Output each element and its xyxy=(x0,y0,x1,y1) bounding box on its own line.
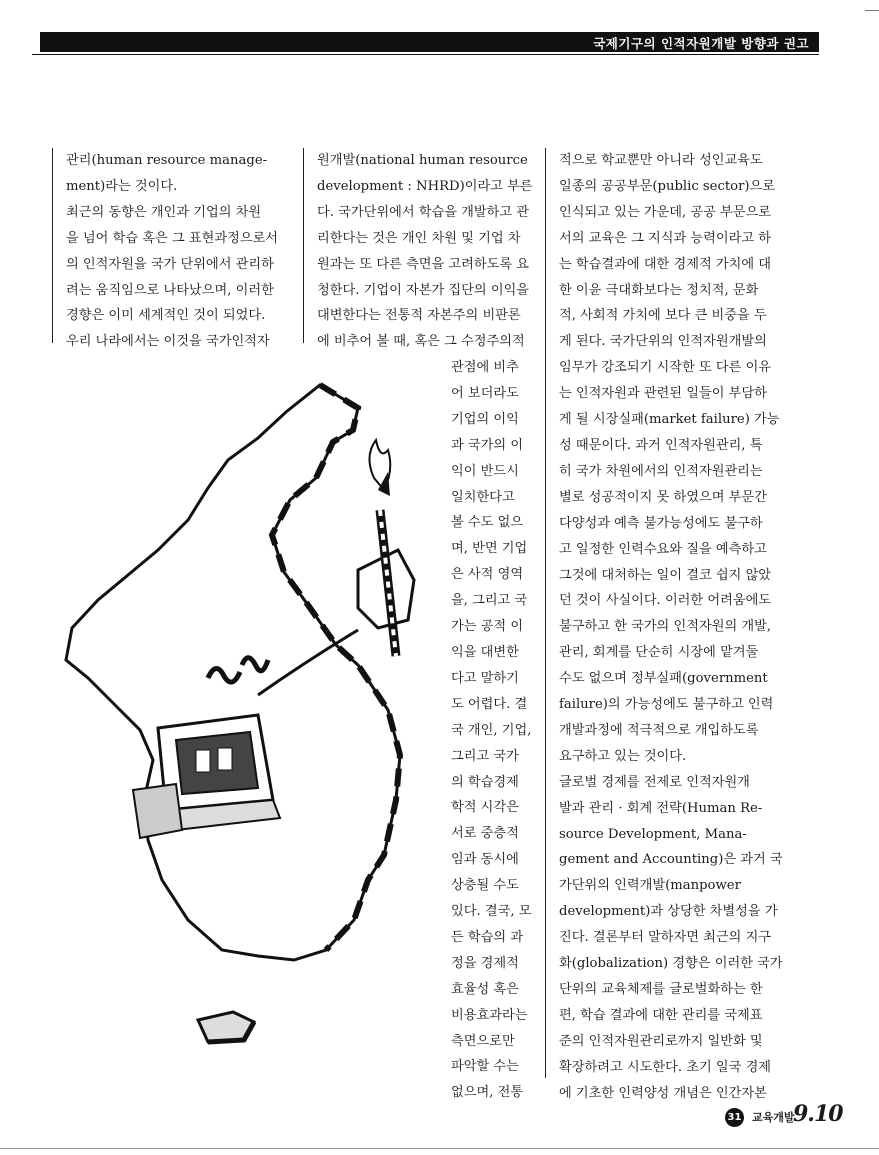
text-line: development : NHRD)이라고 부른 xyxy=(317,178,533,194)
text-line: 있다. 결국, 모 xyxy=(451,904,532,920)
text-line: 개발과정에 적극적으로 개입하도록 xyxy=(559,722,759,738)
text-line: 던 것이 사실이다. 이러한 어려움에도 xyxy=(559,593,772,609)
text-line: 며, 반면 기업 xyxy=(451,541,528,557)
text-line: 을, 그리고 국 xyxy=(451,593,528,609)
text-line: 다. 국가단위에서 학습을 개발하고 관 xyxy=(317,204,530,220)
text-column-wrap xyxy=(451,355,539,1106)
text-line: 그것에 대처하는 일이 결코 쉽지 않았 xyxy=(559,567,772,583)
text-line: 진다. 결론부터 말하자면 최근의 지구 xyxy=(559,930,772,946)
text-line: 화(globalization) 경향은 이러한 국가 xyxy=(559,956,783,972)
text-line: 파악할 수는 xyxy=(451,1059,519,1075)
column-rule xyxy=(545,148,546,1078)
text-line: 단위의 교육체제를 글로벌화하는 한 xyxy=(559,982,763,997)
text-line: 청한다. 기업이 자본가 집단의 이익을 xyxy=(317,282,530,298)
text-line: 다고 말하기 xyxy=(451,670,519,686)
magazine-name: 교육개발 xyxy=(752,1111,795,1124)
header-marker-inner xyxy=(42,32,46,52)
text-line: 볼 수도 없으 xyxy=(451,515,524,531)
text-line: 우리 나라에서는 이것을 국가인적자 xyxy=(66,334,270,350)
text-line: development)과 상당한 차별성을 가 xyxy=(559,904,778,920)
text-line: 게 된다. 국가단위의 인적자원개발의 xyxy=(559,334,767,350)
corner-crop-mark xyxy=(865,10,879,11)
text-line: 요구하고 있는 것이다. xyxy=(559,748,687,764)
text-line: 원개발(national human resource xyxy=(317,153,528,168)
text-line: 가는 공적 이 xyxy=(451,619,524,635)
text-column-3 xyxy=(559,148,785,1107)
text-line: 고 일정한 인력수요와 질을 예측하고 xyxy=(559,541,767,557)
text-line: 은 사적 영역 xyxy=(451,567,524,583)
text-line: 한 이윤 극대화보다는 정치적, 문화 xyxy=(559,282,759,298)
text-line: 다양성과 예측 불가능성에도 불구하 xyxy=(559,515,763,531)
text-line: 글로벌 경제를 전제로 인적자원개 xyxy=(559,774,750,790)
text-line: 의 학습경제 xyxy=(451,774,519,790)
text-line: 적, 사회적 가치에 보다 큰 비중을 두 xyxy=(559,308,767,324)
text-line: 관리, 회계를 단순히 시장에 맡겨둘 xyxy=(559,645,759,661)
text-line: 임과 동시에 xyxy=(451,852,519,868)
running-header-title: 국제기구의 인적자원개발 방향과 권고 xyxy=(593,36,809,51)
text-line: 최근의 동향은 개인과 기업의 차원 xyxy=(66,204,262,220)
text-line: 익을 대변한 xyxy=(451,644,519,660)
text-line: 일치한다고 xyxy=(451,489,515,505)
text-line: 히 국가 차원에서의 인적자원관리는 xyxy=(559,463,763,479)
header-rule xyxy=(32,54,819,55)
text-column-1 xyxy=(66,148,288,355)
text-line: 상충될 수도 xyxy=(451,878,519,894)
text-line: 국 개인, 기업, xyxy=(451,722,532,738)
text-line: 인식되고 있는 가운데, 공공 부문으로 xyxy=(559,204,772,220)
text-line: 별로 성공적이지 못 하였으며 부문간 xyxy=(559,489,767,505)
text-line: 측면으로만 xyxy=(451,1033,515,1049)
peninsula-outline xyxy=(66,385,400,960)
text-line: 적으로 학교뿐만 아니라 성인교육도 xyxy=(559,153,763,168)
text-line: 익이 반드시 xyxy=(451,463,519,479)
text-line: 가단위의 인력개발(manpower xyxy=(559,878,741,894)
text-line: 원과는 또 다른 측면을 고려하도록 요 xyxy=(317,256,530,272)
footer-rule xyxy=(0,1148,879,1149)
text-line: 확장하려고 시도한다. 초기 일국 경제 xyxy=(559,1059,772,1075)
text-line: 없으며, 전통 xyxy=(451,1085,524,1101)
text-line: 비용효과라는 xyxy=(451,1007,528,1023)
text-line: 편, 학습 결과에 대한 관리를 국제표 xyxy=(559,1007,763,1023)
text-line: 서의 교육은 그 지식과 능력이라고 하 xyxy=(559,230,772,246)
text-line: 기업의 이익 xyxy=(451,411,519,427)
running-header xyxy=(32,32,819,52)
text-line: 든 학습의 과 xyxy=(451,929,524,945)
text-line: 게 될 시장실패(market failure) 가능 xyxy=(559,412,780,428)
text-line: gement and Accounting)은 과거 국 xyxy=(559,852,783,868)
text-line: 려는 움직임으로 나타났으며, 이러한 xyxy=(66,282,274,298)
issue-number: 9.10 xyxy=(793,1101,843,1127)
column-rule xyxy=(303,148,304,343)
text-line: 의 인적자원을 국가 단위에서 관리하 xyxy=(66,256,274,272)
text-column-2 xyxy=(317,148,539,355)
korea-map-illustration xyxy=(58,360,448,1060)
text-line: 경향은 이미 세계적인 것이 되었다. xyxy=(66,308,266,324)
text-line: 관리(human resource manage- xyxy=(66,153,268,168)
text-line: 서로 중층적 xyxy=(451,826,519,842)
text-line: 성 때문이다. 과거 인적자원관리, 특 xyxy=(559,437,763,453)
text-line: 어 보더라도 xyxy=(451,385,519,401)
text-line: source Development, Mana- xyxy=(559,826,747,842)
header-marker xyxy=(32,32,40,52)
text-line: failure)의 가능성에도 불구하고 인력 xyxy=(559,697,774,713)
text-line: ment)라는 것이다. xyxy=(66,178,178,194)
text-line: 준의 인적자원관리로까지 일반화 및 xyxy=(559,1033,763,1049)
page-number-badge: 31 xyxy=(725,1108,744,1127)
text-line: 임무가 강조되기 시작한 또 다른 이유 xyxy=(559,360,772,376)
text-line: 대변한다는 전통적 자본주의 비판론 xyxy=(317,308,521,324)
text-line: 효율성 혹은 xyxy=(451,981,519,997)
text-line: 학적 시각은 xyxy=(451,800,519,816)
text-line: 발과 관리 · 회계 전략(Human Re- xyxy=(559,800,763,816)
text-line: 그리고 국가 xyxy=(451,748,519,764)
text-line: 에 비추어 볼 때, 혹은 그 수정주의적 xyxy=(317,334,525,350)
text-line: 을 넘어 학습 혹은 그 표현과정으로서 xyxy=(66,230,279,246)
text-line: 도 어렵다. 결 xyxy=(451,696,528,712)
text-line: 관점에 비추 xyxy=(451,360,519,375)
text-line: 수도 없으며 정부실패(government xyxy=(559,671,768,687)
text-line: 불구하고 한 국가의 인적자원의 개발, xyxy=(559,619,772,635)
text-line: 는 학습결과에 대한 경제적 가치에 대 xyxy=(559,256,772,272)
text-line: 일종의 공공부문(public sector)으로 xyxy=(559,178,776,194)
text-line: 는 인적자원과 관련된 일들이 부담하 xyxy=(559,386,767,402)
column-rule xyxy=(52,148,53,343)
text-line: 정을 경제적 xyxy=(451,955,519,971)
text-line: 과 국가의 이 xyxy=(451,437,524,453)
text-line: 에 기초한 인력양성 개념은 인간자본 xyxy=(559,1085,767,1101)
text-line: 리한다는 것은 개인 차원 및 기업 차 xyxy=(317,230,521,246)
